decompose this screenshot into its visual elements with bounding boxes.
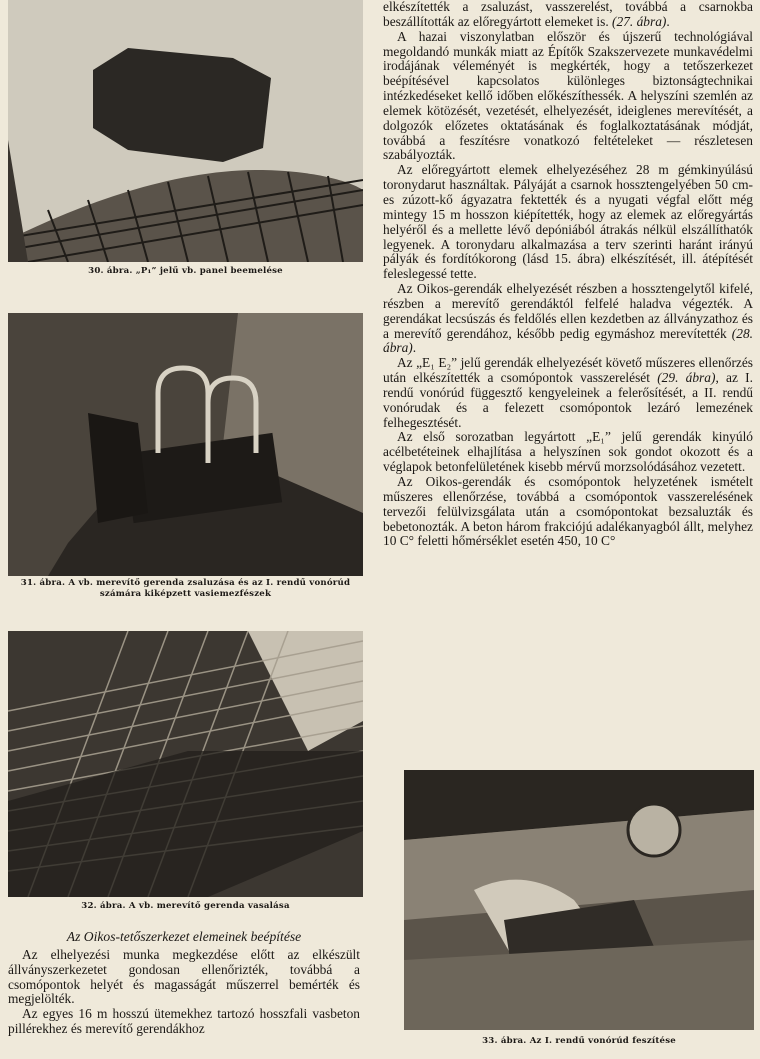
right-paragraph-4-end: . [412, 340, 417, 356]
figure-31-photo [8, 313, 363, 576]
figure-ref-29: (29. ábra) [657, 370, 716, 386]
right-paragraph-1-text: elkészítették a zsaluzást, vasszerelést, továbbá a csarnokba beszállították az előregyártott elemeket is. [383, 0, 753, 29]
right-paragraph-1-end: . [666, 13, 670, 29]
right-paragraph-5-text-a: Az „E₁ E₂” jelű gerendák elhelyezését követő műszeres ellenőrzés után elkészítették a csomópontok vasszerelését [383, 355, 753, 386]
figure-31-caption [8, 578, 363, 600]
right-paragraph-1 [383, 0, 753, 30]
figure-ref-27: (27. ábra) [612, 13, 667, 29]
right-paragraph-5-text-b: , az I. rendű vonórúd függesztő kengyeleinek a felerősítését, a II. rendű vonórudak és a felezett csomópontok lezáró lemezének felhegesztését. [383, 370, 753, 430]
section-heading: Az Oikos-tetőszerkezet elemeinek beépítése [66, 929, 302, 944]
figure-31-caption-line1: 31. ábra. A vb. merevítő gerenda zsaluzása és az I. rendű vonórúd [20, 578, 351, 588]
left-paragraph-1: Az elhelyezési munka megkezdése előtt az elkészült állványszerkezetet gondosan ellenőrizték, továbbá a csomópontok helyét és magasságát műszerrel bemérték és megjelölték. [8, 946, 360, 1007]
figure-33-photo [404, 770, 754, 1030]
right-paragraph-7: Az Oikos-gerendák és csomópontok helyzetének ismételt műszeres ellenőrzése, továbbá a csomópontok vasszerelésének tervezői felülvizsgálata után a csomópontokat bezsaluzták és bebetonozták. A beton három frakciójú adalékanyagból állt, melyhez 10 C° feletti hőmérséklet esetén 450, 10 C° [383, 474, 753, 549]
right-paragraph-4-text: Az Oikos-gerendák elhelyezését részben a hossztengelytől kifelé, részben a merevítő gerendáktól felfelé haladva végezték. A gerendákat lecsúszás és feldőlés ellen kezdetben az állványzathoz és a merevítő gerendához, később pedig egymáshoz merevítették [383, 281, 753, 341]
figure-30-photo [8, 0, 363, 262]
figure-31-caption-line2: számára kiképzett vasiemezfészek [99, 589, 272, 599]
right-column [383, 0, 753, 549]
right-paragraph-2: A hazai viszonylatban először és újszerű technológiával megoldandó munkák miatt az Építők Szakszervezete munkavédelmi irodájának véleményét is megkérték, hogy a tetőszerkezet beépítésével kapcsolatos különleges biztonságtechnikai intézkedéseket kellő időben előkészíthessék. A helyszíni szemlén az elemek kötözését, vezetését, elhelyezését, ideiglenes merevítését, a dolgozók előzetes oktatásának és foglalkoztatásának módját, továbbá a feszítésre vonatkozó feltételeket — részletesen szabályozták. [383, 28, 753, 163]
right-paragraph-5 [383, 356, 753, 430]
figure-32-photo [8, 631, 363, 897]
figure-30-caption: 30. ábra. „P₁” jelű vb. panel beemelése [88, 266, 283, 276]
left-column [8, 930, 360, 1037]
figure-ref-28: (28. ábra) [383, 325, 753, 356]
figure-33-caption: 33. ábra. Az I. rendű vonórúd feszítése [482, 1036, 676, 1046]
figure-32-caption: 32. ábra. A vb. merevítő gerenda vasalása [81, 901, 290, 911]
right-paragraph-4 [383, 282, 753, 356]
left-paragraph-2: Az egyes 16 m hosszú ütemekhez tartozó hosszfali vasbeton pillérekhez és merevítő gerendákhoz [8, 1006, 360, 1037]
right-paragraph-6: Az első sorozatban legyártott „E₁” jelű gerendák kinyúló acélbetéteinek elhajlítása a helyszínen sok gondot okozott és a véglapok betonfelületének kisebb mérvű morzsolódásához vezetett. [383, 429, 753, 475]
right-paragraph-3: Az előregyártott elemek elhelyezéséhez 28 m gémkinyúlású toronydarut használtak. Pályáját a csarnok hossztengelyében 50 cm-es zúzott-kő ágyazatra fektették és a nyugati végfal előtt még mintegy 15 m hosszon kiépítették, hogy az elemek az előregyártás helyéről és a mellette lévő depóniából átrakás nélkül elszállíthatók legyenek. A toronydaru alkalmazása a terv szerinti haránt irányú pályák és fordítókorong (lásd 15. ábra) elkészítését, ill. átépítését feleslegessé tette. [383, 162, 753, 282]
